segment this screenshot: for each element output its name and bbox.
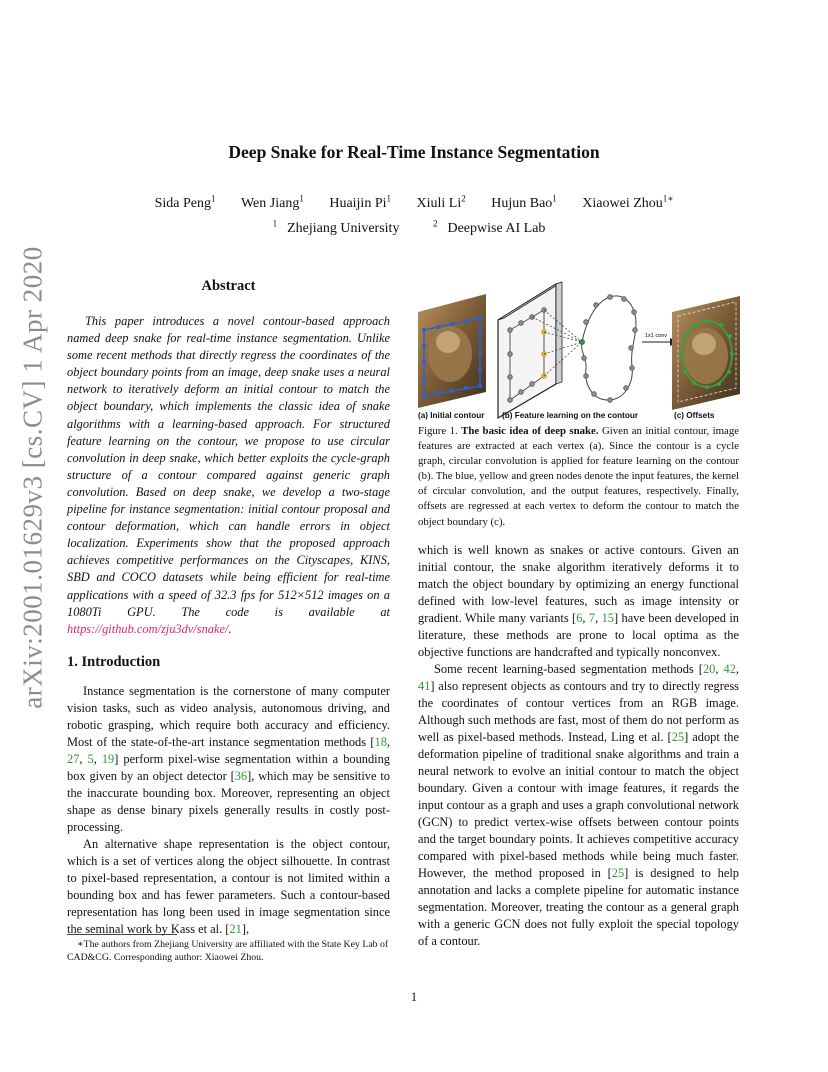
- citation-link[interactable]: 19: [101, 752, 115, 766]
- figure-caption: Figure 1. The basic idea of deep snake. Given an initial contour, image features are extracted at each vertex (a). Since the contour is a cycle graph, circular convolution is applied for feature learning on the contour (b). The blue, yellow and green nodes denote the input features, the kernel of circular convolution, and the output features, respectively. Finally, offsets are regressed at each vertex to deform the contour to match the object boundary (c).: [418, 425, 740, 528]
- footnote: ∗The authors from Zhejiang University are affiliated with the State Key Lab of CAD&CG. Corresponding author: Xiaowei Zhou.: [67, 939, 389, 963]
- abstract-text: This paper introduces a novel contour-based approach named deep snake for real-time instance segmentation. Unlike some recent methods that directly regress the coordinates of the object boundary points from an image, deep snake uses a neural network to iteratively deform an initial contour to match the object boundary, which implements the classic idea of snake algorithms with a learning-based approach. For structured feature learning on the contour, we propose to use circular convolution in deep snake, which better exploits the cycle-graph structure of a contour compared against generic graph convolution. Based on deep snake, we develop a two-stage pipeline for instance segmentation: initial contour proposal and contour deformation, which can handle errors in object localization. Experiments show that the proposed approach achieves competitive performances on the Cityscapes, KINS, SBD and COCO datasets while being efficient for real-time applications with a speed of 32.3 fps for 512×512 images on a 1080Ti GPU. The code is available at https://github.com/zju3dv/snake/.: [67, 314, 390, 636]
- contour-graph: [579, 295, 678, 403]
- citation-link[interactable]: 15: [601, 611, 614, 625]
- code-link[interactable]: https://github.com/zju3dv/snake/: [67, 621, 229, 636]
- citation-link[interactable]: 42: [723, 662, 736, 676]
- paragraph: which is well known as snakes or active contours. Given an initial contour, the snake algorithm iteratively deforms it to match the object boundary by optimizing an energy functional defined with low-level features, such as image intensity or gradient. While many variants [6, 7, 15] have been developed in literature, these methods are prone to local optima as the objective functions are handcrafted and typically nonconvex.: [418, 543, 740, 659]
- arxiv-watermark: arXiv:2001.01629v3 [cs.CV] 1 Apr 2020: [17, 246, 48, 709]
- svg-text:1x1 conv: 1x1 conv: [645, 333, 668, 339]
- paper-title: Deep Snake for Real-Time Instance Segmentation: [228, 142, 600, 162]
- paragraph: An alternative shape representation is the object contour, which is a set of vertices along the object silhouette. In contrast to pixel-based representation, a contour is not limited within a bounding box and has fewer parameters. Such a contour-based representation has long been used in image segmentation since the seminal work by Kass et al. [21],: [67, 837, 390, 936]
- citation-link[interactable]: 20: [702, 662, 716, 676]
- paragraph: Some recent learning-based segmentation methods [20, 42, 41] also represent objects as contours and try to directly regress the coordinates of contour vertices from an RGB image. Although such methods are fast, most of them do not perform as well as pixel-based methods. Instead, Ling et al. [25] adopt the deformation pipeline of traditional snake algorithms and train a neural network to evolve an initial contour to match the object boundary. Given a contour with image features, it regards the input contour as a graph and uses a graph convolutional network (GCN) to predict vertex-wise offsets between contour points and the target boundary points. It achieves competitive accuracy compared with pixel-based methods while being much faster. However, the method proposed in [25] is designed to help annotation and lacks a complete pipeline for automatic instance segmentation. Moreover, treating the contour as a general graph with a generic GCN does not fully exploit the special topology of a contour.: [418, 662, 739, 948]
- feature-plane: [498, 282, 582, 418]
- affiliations: [0, 218, 828, 237]
- figure-label-b: (b) Feature learning on the contour: [502, 411, 639, 420]
- citation-link[interactable]: 7: [588, 611, 596, 625]
- citation-link[interactable]: 36: [234, 769, 248, 783]
- citation-link[interactable]: 41: [418, 679, 431, 693]
- author: Hujun Bao$^1$: [491, 193, 557, 211]
- citation-link[interactable]: 21: [229, 922, 242, 936]
- author: Sida Peng$^1$: [154, 193, 216, 211]
- footnote-rule: [67, 934, 177, 935]
- affiliation: $^1$ Zhejiang University: [272, 218, 400, 236]
- citation-link[interactable]: 25: [611, 866, 625, 880]
- figure-label-a: (a) Initial contour: [418, 411, 485, 420]
- citation-link[interactable]: 5: [87, 752, 94, 766]
- introduction-body: [67, 683, 390, 938]
- citation-link[interactable]: 18: [374, 735, 387, 749]
- page-number: 1: [410, 990, 418, 1004]
- section-heading-introduction: 1. Introduction: [67, 654, 161, 670]
- author-list: [0, 193, 828, 212]
- author: Wen Jiang$^1$: [240, 193, 304, 211]
- author: Xiaowei Zhou$^{1∗}$: [582, 193, 674, 211]
- figure-1: [410, 272, 742, 422]
- citation-link[interactable]: 27: [67, 752, 80, 766]
- author: Xiuli Li$^2$: [416, 193, 466, 211]
- right-column-body: [418, 542, 739, 950]
- abstract-heading: Abstract: [201, 278, 256, 294]
- author: Huaijin Pi$^1$: [329, 193, 391, 211]
- figure-label-c: (c) Offsets: [674, 411, 715, 420]
- paragraph: Instance segmentation is the cornerstone of many computer vision tasks, such as video analysis, autonomous driving, and robotic grasping, which require both accuracy and efficiency. Most of the state-of-the-art instance segmentation methods [18, 27, 5, 19] perform pixel-wise segmentation within a bounding box given by an object detector [36], which may be sensitive to the inaccurate bounding box. Moreover, representing an object shape as dense binary pixels generally results in costly post-processing.: [67, 684, 391, 834]
- citation-link[interactable]: 6: [576, 611, 583, 625]
- cat-image-offsets: [672, 296, 740, 410]
- affiliation: $^2$ Deepwise AI Lab: [432, 218, 546, 236]
- cat-image-initial: [418, 294, 486, 408]
- citation-link[interactable]: 25: [671, 730, 685, 744]
